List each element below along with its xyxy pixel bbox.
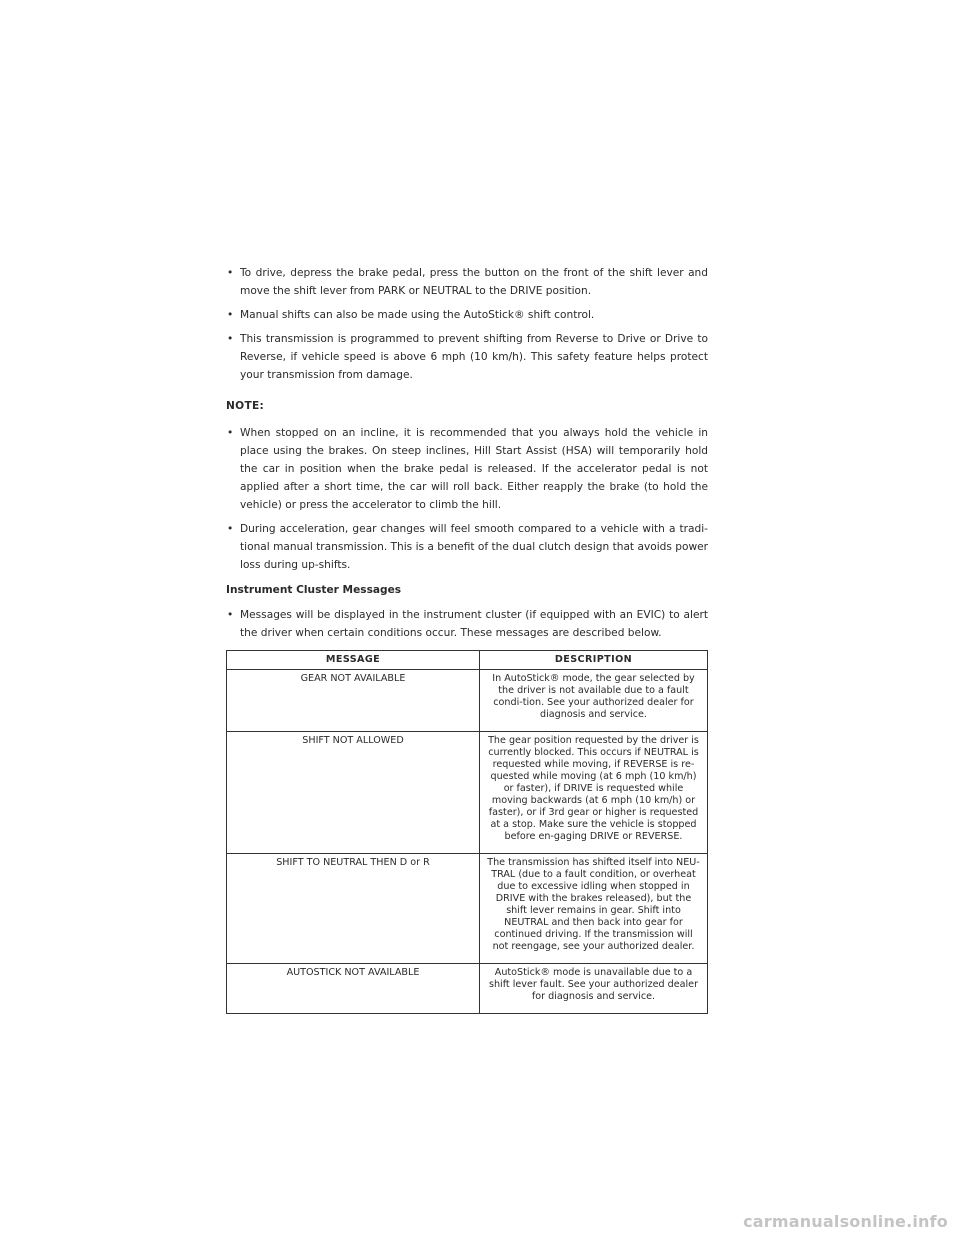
bullet-item (226, 424, 708, 514)
messages-table (226, 650, 708, 1014)
table-row (227, 964, 708, 1014)
bullet-text: When stopped on an incline, it is recommended that you always hold the vehicle in place using the brakes. On steep inclines, Hill Start Assist (HSA) will temporarily hold the car in position when the brake pedal is released. If the accelerator pedal is not applied after a short time, the car will roll back. Either reapply the brake (to hold the vehicle) or press the accelerator to climb the hill. (240, 427, 708, 511)
bullet-item (226, 306, 708, 324)
message-cell: AUTOSTICK NOT AVAILABLE (227, 964, 480, 1014)
bullet-dot: • (227, 609, 234, 621)
bullet-text: This transmission is programmed to prevent shifting from Reverse to Drive or Drive to Reverse, if vehicle speed is above 6 mph (10 km/h). This safety feature helps protect your transmission from damage. (240, 333, 708, 381)
table-row (227, 670, 708, 732)
bullet-dot: • (227, 333, 234, 345)
bullet-text: Messages will be displayed in the instrument cluster (if equipped with an EVIC) to alert the driver when certain conditions occur. These messages are described below. (240, 609, 708, 639)
message-cell: SHIFT NOT ALLOWED (227, 732, 480, 854)
message-cell: SHIFT TO NEUTRAL THEN D or R (227, 854, 480, 964)
description-cell: The transmission has shifted itself into NEU-TRAL (due to a fault condition, or overheat due to excessive idling when stopped in DRIVE with the brakes released), but the shift lever remains in gear. Shift into NEUTRAL and then back into gear for continued driving. If the transmission will not reengage, see your authorized dealer. (480, 854, 708, 964)
table-row (227, 854, 708, 964)
bullet-text: During acceleration, gear changes will feel smooth compared to a vehicle with a tradi-tional manual transmission. This is a benefit of the dual clutch design that avoids power loss during up-shifts. (240, 523, 708, 571)
bullet-dot: • (227, 309, 234, 321)
bullet-item (226, 520, 708, 574)
note-heading: NOTE: (226, 400, 265, 412)
table-header-row (227, 651, 708, 670)
bullet-text: Manual shifts can also be made using the AutoStick® shift control. (240, 309, 595, 321)
bullet-dot: • (227, 427, 234, 439)
description-cell: AutoStick® mode is unavailable due to a shift lever fault. See your authorized dealer for diagnosis and service. (480, 964, 708, 1014)
bullet-text: To drive, depress the brake pedal, press the button on the front of the shift lever and move the shift lever from PARK or NEUTRAL to the DRIVE position. (240, 267, 708, 297)
bullet-dot: • (227, 523, 234, 535)
page-content (226, 264, 708, 1014)
description-cell: In AutoStick® mode, the gear selected by the driver is not available due to a fault condi-tion. See your authorized dealer for diagnosis and service. (480, 670, 708, 732)
message-cell: GEAR NOT AVAILABLE (227, 670, 480, 732)
bullet-dot: • (227, 267, 234, 279)
column-header-description: DESCRIPTION (480, 651, 708, 670)
column-header-message: MESSAGE (227, 651, 480, 670)
bullet-item (226, 264, 708, 300)
description-cell: The gear position requested by the driver is currently blocked. This occurs if NEUTRAL is requested while moving, if REVERSE is re-quested while moving (at 6 mph (10 km/h) or faster), if DRIVE is requested while moving backwards (at 6 mph (10 km/h) or faster), or if 3rd gear or higher is requested at a stop. Make sure the vehicle is stopped before en-gaging DRIVE or REVERSE. (480, 732, 708, 854)
bullet-item (226, 606, 708, 642)
bullet-item (226, 330, 708, 384)
section-heading: Instrument Cluster Messages (226, 584, 402, 596)
table-row (227, 732, 708, 854)
watermark: carmanualsonline.info (743, 1212, 948, 1231)
